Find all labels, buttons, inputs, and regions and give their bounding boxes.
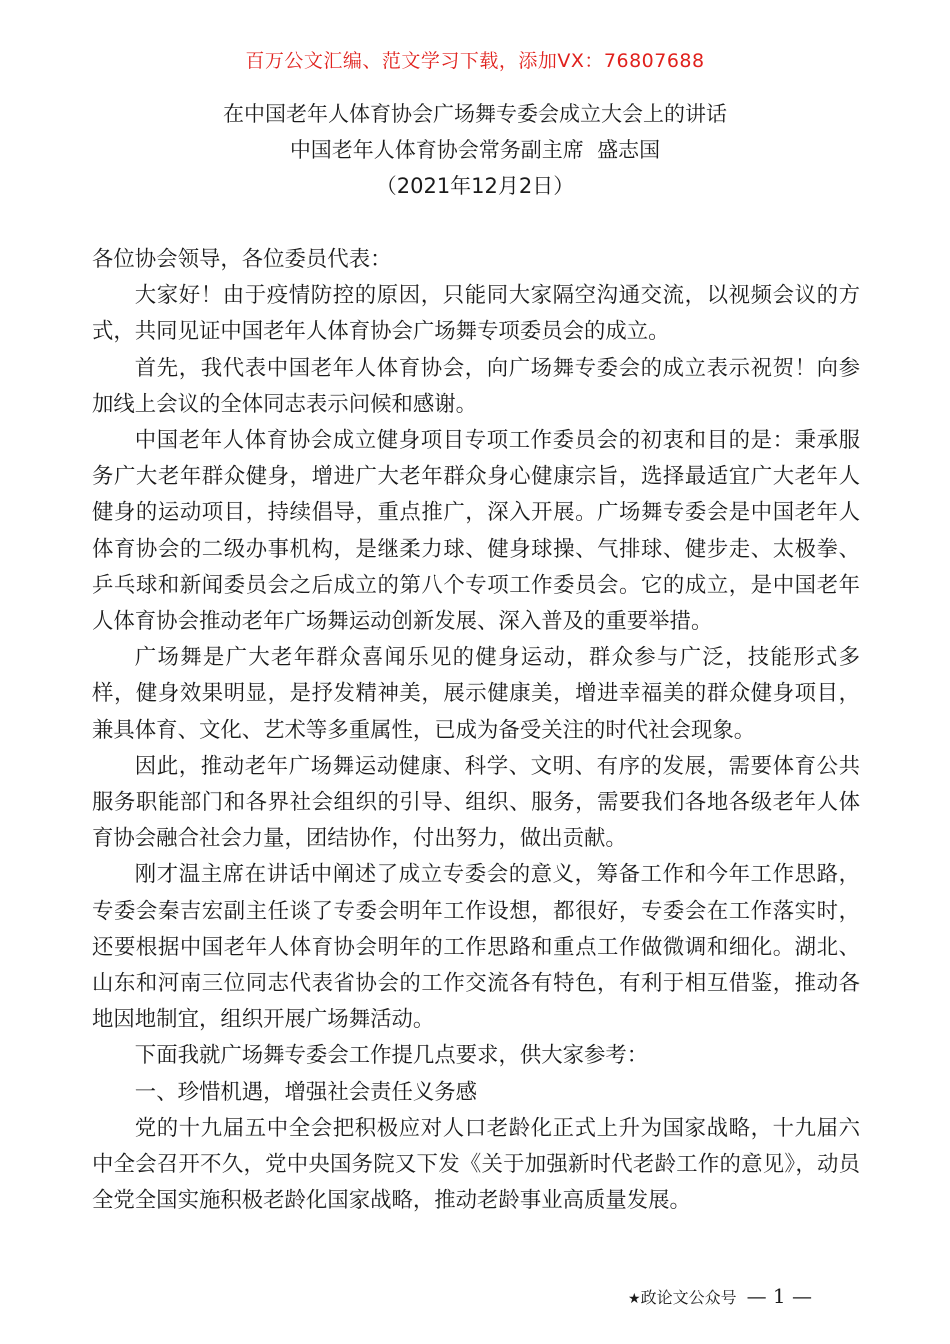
salutation: 各位协会领导，各位委员代表：: [92, 247, 392, 272]
page-number: — 1 —: [746, 1284, 813, 1308]
speech-body: [92, 242, 860, 1219]
paragraph: 刚才温主席在讲话中阐述了成立专委会的意义，筹备工作和今年工作思路，专委会秦吉宏副主任谈了专委会明年工作设想，都很好，专委会在工作落实时，还要根据中国老年人体育协会明年的工作思路和重点工作做微调和细化。湖北、山东和河南三位同志代表省协会的工作交流各有特色，有利于相互借鉴，推动各地因地制宜，组织开展广场舞活动。: [92, 862, 860, 1033]
paragraph: 下面我就广场舞专委会工作提几点要求，供大家参考：: [134, 1043, 649, 1069]
speech-date: （2021年12月2日）: [375, 174, 575, 198]
speech-title: 在中国老年人体育协会广场舞专委会成立大会上的讲话: [223, 102, 727, 126]
title-block: [0, 96, 950, 204]
paragraph: 首先，我代表中国老年人体育协会，向广场舞专委会的成立表示祝贺！向参加线上会议的全体同志表示问候和感谢。: [92, 355, 860, 417]
paragraph: 广场舞是广大老年群众喜闻乐见的健身运动，群众参与广泛，技能形式多样，健身效果明显，是抒发精神美，展示健康美，增进幸福美的群众健身项目，兼具体育、文化、艺术等多重属性，已成为备受关注的时代社会现象。: [92, 645, 860, 743]
page-footer: [628, 1284, 812, 1308]
paragraph: 因此，推动老年广场舞运动健康、科学、文明、有序的发展，需要体育公共服务职能部门和各界社会组织的引导、组织、服务，需要我们各地各级老年人体育协会融合社会力量，团结协作，付出努力，做出贡献。: [92, 753, 860, 852]
watermark-banner: 百万公文汇编、范文学习下载，添加VX：76807688: [245, 50, 705, 72]
paragraph: 党的十九届五中全会把积极应对人口老龄化正式上升为国家战略，十九届六中全会召开不久，党中央国务院又下发《关于加强新时代老龄工作的意见》，动员全党全国实施积极老龄化国家战略，推动老龄事业高质量发展。: [92, 1115, 860, 1214]
star-icon: ★: [628, 1291, 641, 1307]
section-heading: 一、珍惜机遇，增强社会责任义务感: [134, 1079, 478, 1105]
paragraph: 大家好！由于疫情防控的原因，只能同大家隔空沟通交流，以视频会议的方式，共同见证中国老年人体育协会广场舞专项委员会的成立。: [92, 283, 860, 345]
speaker-line: 中国老年人体育协会常务副主席 盛志国: [289, 138, 661, 162]
footer-source: 政论文公众号: [640, 1288, 737, 1307]
paragraph: 中国老年人体育协会成立健身项目专项工作委员会的初衷和目的是：秉承服务广大老年群众健身，增进广大老年群众身心健康宗旨，选择最适宜广大老年人健身的运动项目，持续倡导，重点推广，深入开展。广场舞专委会是中国老年人体育协会的二级办事机构，是继柔力球、健身球操、气排球、健步走、太极拳、乒乓球和新闻委员会之后成立的第八个专项工作委员会。它的成立，是中国老年人体育协会推动老年广场舞运动创新发展、深入普及的重要举措。: [92, 428, 860, 635]
